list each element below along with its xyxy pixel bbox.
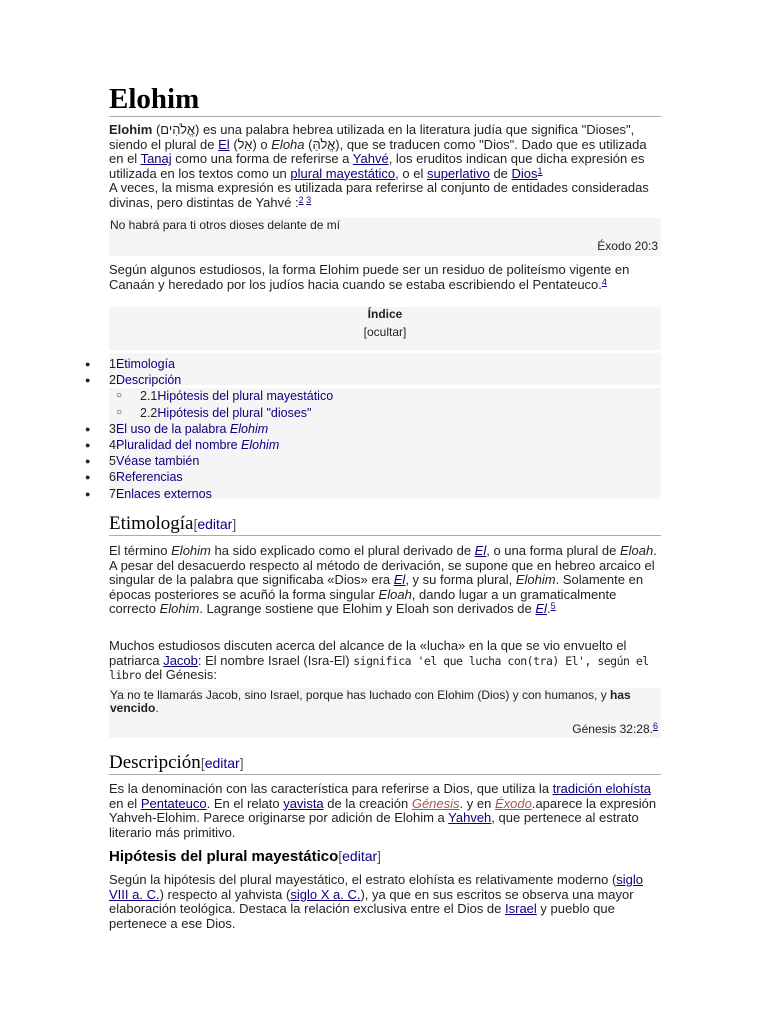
blockquote-exodo — [109, 218, 661, 256]
toc-item[interactable] — [85, 372, 661, 388]
toc-link[interactable] — [116, 422, 268, 436]
text: en el — [109, 795, 141, 811]
descripcion-paragraph — [109, 782, 661, 840]
bracket: ] — [239, 755, 244, 771]
bracket: ] — [232, 516, 237, 532]
quote-text — [109, 688, 661, 715]
ref-1[interactable]: 1 — [537, 165, 543, 176]
toc-item[interactable] — [85, 486, 661, 502]
edit-link[interactable]: editar — [204, 755, 240, 771]
link-el[interactable] — [475, 543, 487, 558]
toc-num: 4 — [109, 437, 116, 452]
link-siglo-x[interactable]: siglo X a. C. — [290, 886, 361, 902]
toc-link[interactable] — [116, 438, 279, 452]
link-plural-mayestatico[interactable]: plural mayestático — [290, 165, 396, 181]
text: , dando lugar a un gramaticalmente correcto — [109, 586, 617, 617]
edit-section[interactable] — [338, 848, 381, 864]
link-pentateuco[interactable]: Pentateuco — [140, 795, 207, 811]
text: del Génesis: — [141, 667, 217, 683]
text: . Lagrange sostiene que Elohim y Eloah son derivados de — [199, 601, 536, 617]
toc-link-italic[interactable]: Elohim — [241, 437, 280, 452]
toc-link[interactable]: Enlaces externos — [115, 486, 212, 501]
bold: has vencido — [110, 688, 631, 715]
link-jacob[interactable]: Jacob — [163, 652, 198, 668]
toc-toggle[interactable] — [109, 325, 661, 339]
eloha-italic: Eloha — [271, 136, 305, 152]
link-superlativo[interactable]: superlativo — [426, 165, 490, 181]
sub-bullet-icon: ○ — [116, 390, 123, 402]
toc-num: 2 — [109, 373, 116, 388]
link-genesis-text[interactable]: Génesis — [411, 795, 460, 811]
toc-item[interactable] — [109, 405, 661, 421]
toc-link-italic[interactable]: Elohim — [229, 421, 269, 436]
text: A veces, la misma expresión es utilizada para referirse al conjunto de entidades consideradas divinas, pero distintas de Yahvé : — [109, 180, 649, 210]
ref-2[interactable]: 2 — [298, 194, 304, 205]
text: Es la denominación con las característica para referirse a Dios, que utiliza la — [109, 781, 553, 796]
bracket: [ — [193, 516, 198, 532]
link-el-text[interactable]: El — [393, 572, 406, 588]
link-yahveh[interactable]: Yahveh — [448, 810, 492, 826]
toc-toggle-label[interactable]: [ocultar] — [363, 325, 407, 339]
text: , o el — [395, 165, 427, 181]
toc-item[interactable] — [85, 469, 661, 485]
text: Génesis 32:28. — [572, 722, 653, 736]
text: y pueblo que pertenece a ese Dios. — [109, 901, 615, 931]
text: . — [155, 701, 159, 715]
table-of-contents — [85, 307, 661, 501]
sub-bullet-icon: ○ — [116, 406, 123, 418]
link-yahve[interactable]: Yahvé — [352, 151, 389, 167]
toc-link[interactable]: Etimología — [115, 357, 176, 371]
heading-descripcion — [109, 752, 661, 775]
text: ), ya que en sus escritos se observa una mayor elaboración teológica. Destaca la relación exclusiva entre el Dios de — [109, 886, 634, 917]
text: , los eruditos indican que dicha expresión es utilizada en los textos como un — [109, 151, 645, 181]
link-tradicion-elohista[interactable]: tradición elohísta — [552, 781, 651, 796]
text: ha sido explicado como el plural derivado de — [210, 543, 475, 558]
link-dios[interactable]: Dios — [511, 165, 538, 181]
text: . — [546, 601, 551, 617]
bullet-icon: ● — [85, 423, 91, 434]
text: . A pesar del desacuerdo respecto al método de derivación, se supone que en hebreo arcaico el singular de la palabra que significaba «Dios» era — [109, 543, 657, 588]
paragraph-politeismo — [109, 263, 661, 292]
text: Según algunos estudiosos, la forma Elohim puede ser un residuo de politeísmo vigente en Canaán y heredado por los judíos hacia cuando se estaba escribiendo el Pentateuco. — [109, 262, 630, 292]
toc-item[interactable] — [85, 356, 661, 372]
text: de — [489, 165, 512, 181]
etimologia-paragraph-2 — [109, 639, 661, 683]
hebrew-text: אֱלֹהִים — [160, 122, 195, 137]
italic: Eloah — [378, 586, 412, 602]
toc-item[interactable] — [109, 388, 661, 404]
hebrew-text: אֱלֹהַּ — [312, 136, 336, 152]
bullet-icon: ● — [85, 456, 91, 467]
toc-link[interactable]: Descripción — [115, 373, 182, 388]
toc-title: Índice — [367, 307, 403, 321]
ref-5[interactable]: 5 — [550, 601, 556, 612]
toc-link[interactable]: Hipótesis del plural mayestático — [157, 389, 334, 404]
toc-num: 7 — [109, 486, 116, 501]
italic: Eloah — [619, 543, 654, 558]
toc-link-text[interactable]: Pluralidad del nombre — [115, 437, 242, 452]
link-exodo-text[interactable]: Éxodo — [494, 795, 532, 811]
text: Ya no te llamarás Jacob, sino Israel, porque has luchado con Elohim (Dios) y con humanos, y — [110, 688, 611, 702]
text: como una forma de referirse a — [171, 151, 353, 167]
text: , que pertenece al estrato literario más primitivo. — [109, 810, 639, 840]
blockquote-genesis — [109, 688, 661, 738]
text: ) respecto al yahvista ( — [159, 886, 291, 902]
text: . Solamente en épocas posteriores se acuñó la forma singular — [109, 572, 644, 602]
heading-text: Etimología — [109, 513, 194, 534]
quote-text: No habrá para ti otros dioses delante de mí — [110, 218, 341, 232]
toc-num: 6 — [109, 470, 116, 485]
mayestatico-paragraph — [109, 873, 661, 931]
toc-divider — [109, 350, 661, 353]
page-title: Elohim — [109, 82, 661, 117]
term-bold: Elohim — [109, 122, 153, 137]
heading-text: Hipótesis del plural mayestático — [109, 848, 339, 865]
italic: Elohim — [159, 601, 200, 617]
italic: Elohim — [515, 572, 556, 588]
link-yavista[interactable]: yavista — [283, 795, 324, 811]
edit-section[interactable] — [193, 516, 236, 532]
text-monospace: significa 'el que lucha con(tra) El', según el libro — [109, 653, 649, 683]
quote-source: Éxodo 20:3 — [597, 239, 658, 253]
toc-list — [85, 356, 661, 502]
link-tanaj[interactable]: Tanaj — [140, 151, 172, 167]
text: o — [256, 136, 272, 152]
toc-link-text[interactable]: El uso de la palabra — [115, 421, 230, 436]
hebrew-text: אֵל — [237, 136, 253, 152]
ref-4[interactable]: 4 — [601, 276, 607, 287]
text: .aparece la expresión Yahveh-Elohim. Parece originarse por adición de Elohim a — [109, 795, 657, 826]
toc-num: 3 — [109, 421, 116, 436]
toc-item[interactable] — [85, 453, 661, 469]
bullet-icon: ● — [85, 488, 91, 499]
bullet-icon: ● — [85, 375, 91, 386]
text: , y su forma plural, — [405, 572, 516, 588]
text: . y en — [459, 795, 495, 811]
toc-link[interactable]: Véase también — [115, 454, 200, 469]
toc-num: 5 — [109, 454, 116, 469]
text: . En el relato — [206, 795, 284, 811]
link-genesis[interactable] — [412, 796, 460, 811]
etimologia-paragraph-1 — [109, 544, 661, 617]
text: Muchos estudiosos discuten acerca del alcance de la «lucha» en la que se vio envuelto el patriarca — [109, 638, 627, 668]
link-israel[interactable]: Israel — [505, 901, 537, 917]
text: : El nombre Israel (Isra-El) — [197, 652, 354, 668]
link-exodo[interactable] — [495, 796, 532, 811]
text: , que se traducen como "Dios". Dado que es utilizada en el — [109, 136, 647, 167]
text: es una palabra hebrea utilizada en la literatura judía que significa "Dioses", siendo el plural de — [109, 122, 635, 152]
edit-link[interactable]: editar — [342, 848, 378, 864]
toc-num: 2.2 — [140, 405, 158, 420]
text: de la creación — [323, 795, 412, 811]
toc-item[interactable] — [85, 421, 661, 437]
link-el[interactable] — [394, 572, 406, 587]
ref-3[interactable]: 3 — [306, 194, 312, 205]
ref-6[interactable]: 6 — [652, 721, 658, 731]
toc-num: 1 — [109, 357, 116, 371]
intro-paragraph: Elohim (אֱלֹהִים) es una palabra hebrea utilizada en la literatura judía que significa "Dioses", siendo el plural de El (אֵל) o Eloha (אֱלֹהַּ), que se traducen como "Dios". Dado que es utilizada en el Tanaj como una forma de referirse a Yahvé, los eruditos indican que dicha expresión es utilizada en los textos como un plural mayestático, o el superlativo de Dios$^1$ A veces, la misma expresión es utilizada para referirse al conjunto de entidades consideradas divinas, pero distintas de Yahvé :$^{2 3}$ — [109, 122, 649, 210]
bracket: [ — [200, 755, 205, 771]
link-siglo-viii[interactable]: siglo VIII a. C. — [109, 872, 644, 902]
link-el[interactable] — [535, 601, 547, 616]
bullet-icon: ● — [85, 472, 91, 483]
toc-link[interactable]: Hipótesis del plural "dioses" — [157, 405, 312, 420]
edit-section[interactable] — [201, 755, 244, 771]
bracket: [ — [338, 848, 343, 864]
link-el[interactable]: El — [218, 136, 230, 152]
heading-mayestatico — [109, 847, 381, 866]
bracket: ] — [377, 848, 382, 864]
text: , o una forma plural de — [486, 543, 620, 558]
edit-link[interactable]: editar — [197, 516, 233, 532]
toc-num: 2.1 — [140, 389, 158, 404]
bullet-icon: ● — [85, 439, 91, 450]
heading-etimologia — [109, 513, 661, 536]
toc-link[interactable]: Referencias — [115, 470, 183, 485]
text: El término — [109, 543, 172, 558]
heading-text: Descripción — [109, 752, 201, 773]
italic: Elohim — [171, 543, 211, 558]
text: Según la hipótesis del plural mayestático, el estrato elohísta es relativamente moderno ( — [109, 872, 617, 887]
quote-source — [109, 723, 661, 736]
bullet-icon: ● — [85, 359, 91, 369]
link-el-text[interactable]: El — [474, 543, 487, 558]
toc-item[interactable] — [85, 437, 661, 453]
link-el-text[interactable]: El — [535, 601, 547, 617]
